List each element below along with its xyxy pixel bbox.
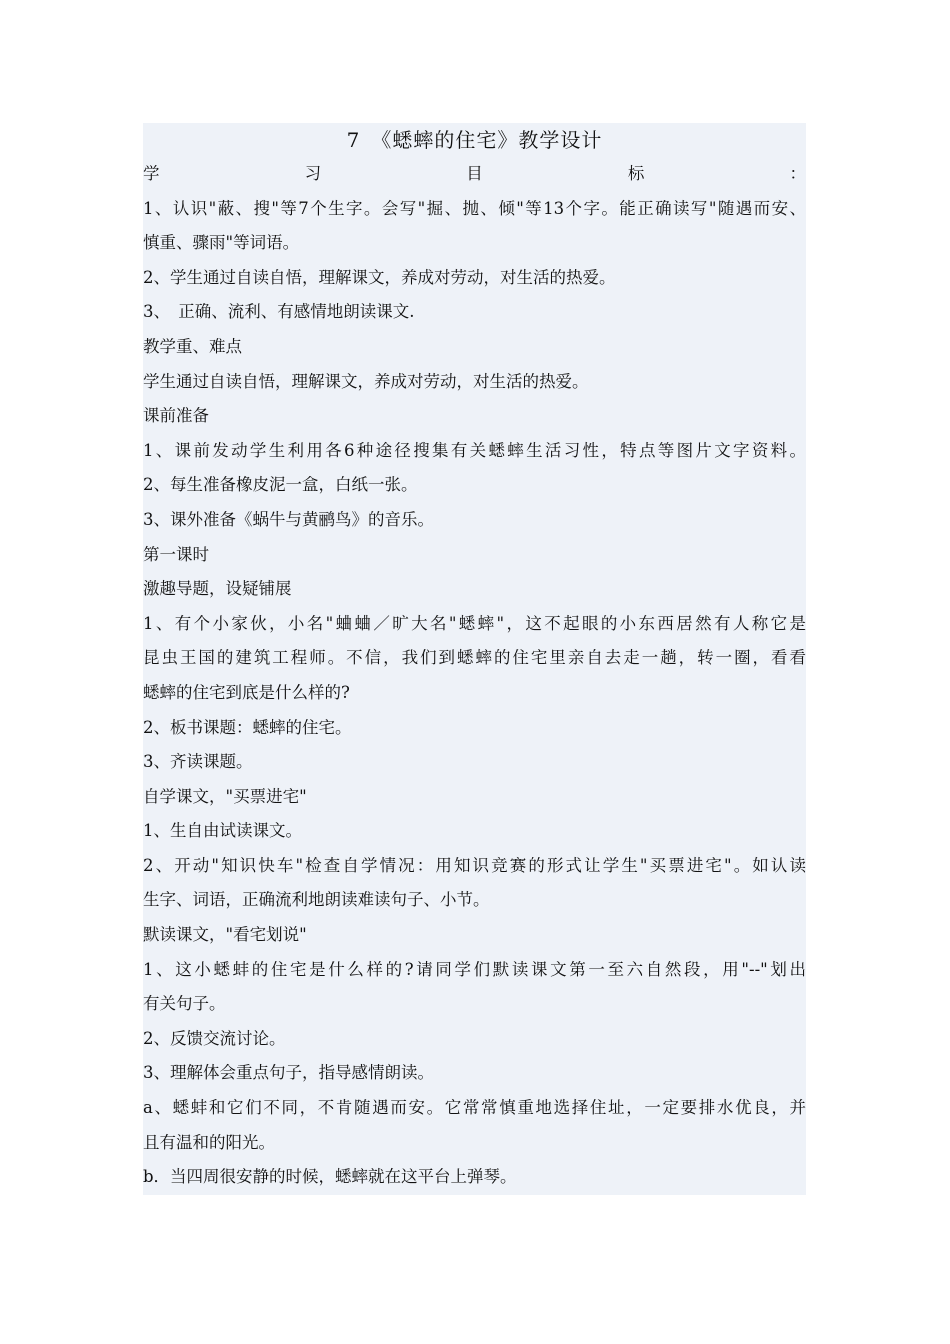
- text-line: 1、生自由试读课文。: [143, 821, 302, 841]
- text-line: 3、 正确、流利、有感情地朗读课文.: [143, 302, 415, 322]
- text-line: 有关句子。: [143, 994, 226, 1014]
- section-heading: 激趣导题，设疑铺展: [143, 579, 292, 599]
- document-body: [143, 123, 806, 1195]
- text-line: 学生通过自读自悟，理解课文，养成对劳动，对生活的热爱。: [143, 371, 589, 391]
- section-heading: 教学重、难点: [143, 336, 242, 356]
- section-heading: 第一课时: [143, 544, 209, 564]
- text-line: 1、这小蟋蚌的住宅是什么样的?请同学们默读课文第一至六自然段，用"--"划出: [143, 959, 806, 979]
- text-line: b．当四周很安静的时候，蟋蟀就在这平台上弹琴。: [143, 1167, 517, 1187]
- text-line: 生字、词语，正确流利地朗读难读句子、小节。: [143, 890, 490, 910]
- text-line: 1、认识"蔽、搜"等7个生字。会写"掘、抛、倾"等13个字。能正确读写"随遇而安、: [143, 198, 806, 218]
- text-line: 2、板书课题：蟋蟀的住宅。: [143, 717, 352, 737]
- section-heading: 自学课文，"买票进宅": [143, 786, 307, 806]
- text-line: 2、开动"知识快车"检查自学情况：用知识竞赛的形式让学生"买票进宅"。如认读: [143, 855, 806, 875]
- text-line: 1、有个小家伙，小名"蛐蛐／旷大名"蟋蟀"，这不起眼的小东西居然有人称它是: [143, 613, 806, 633]
- text-line: 蟋蟀的住宅到底是什么样的?: [143, 682, 350, 702]
- text-line: 3、理解体会重点句子，指导感情朗读。: [143, 1063, 434, 1083]
- text-line: 2、学生通过自读自悟，理解课文，养成对劳动，对生活的热爱。: [143, 267, 616, 287]
- section-heading: 默读课文，"看宅划说": [143, 925, 307, 945]
- text-line: 慎重、骤雨"等词语。: [143, 233, 300, 253]
- text-line: a、蟋蚌和它们不同，不肯随遇而安。它常常慎重地选择住址，一定要排水优良，并: [143, 1098, 806, 1118]
- text-line: 2、反馈交流讨论。: [143, 1028, 286, 1048]
- text-line: 昆虫王国的建筑工程师。不信，我们到蟋蟀的住宅里亲自去走一趟，转一圈，看看: [143, 648, 806, 668]
- document-title: 7 《蟋蟀的住宅》教学设计: [346, 128, 603, 152]
- text-line: 学习目标：: [143, 164, 806, 183]
- text-line: 3、课外准备《蜗牛与黄鹂鸟》的音乐。: [143, 509, 434, 529]
- section-heading: 课前准备: [143, 406, 209, 426]
- text-line: 3、齐读课题。: [143, 752, 253, 772]
- text-line: 1、课前发动学生利用各6种途径搜集有关蟋蟀生活习性，特点等图片文字资料。: [143, 440, 806, 460]
- text-line: 且有温和的阳光。: [143, 1132, 275, 1152]
- text-line: 2、每生准备橡皮泥一盒，白纸一张。: [143, 475, 418, 495]
